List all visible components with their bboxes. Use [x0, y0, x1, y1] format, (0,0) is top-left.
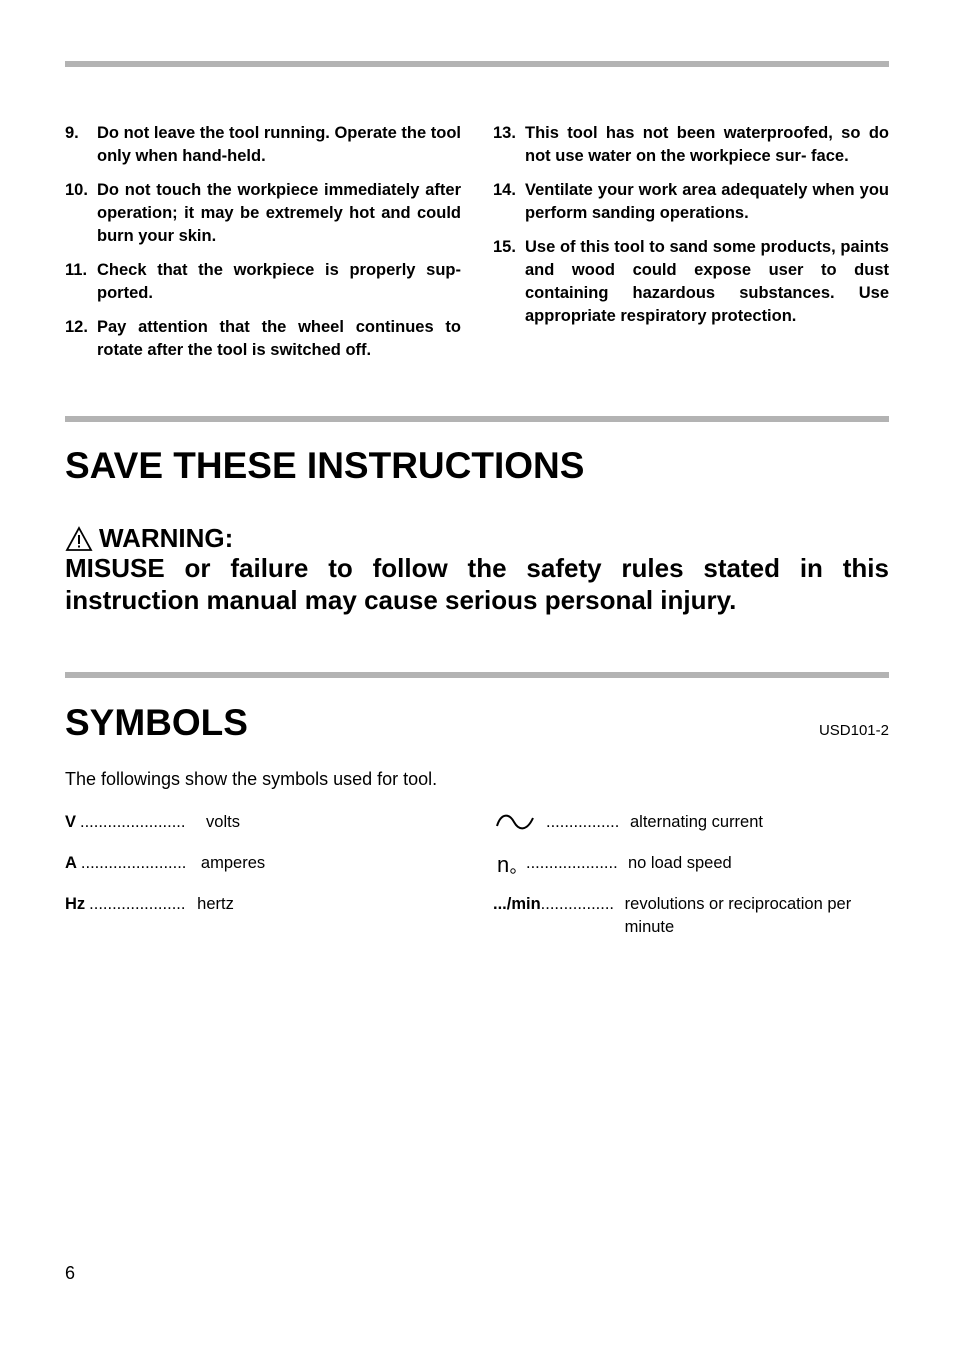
- symbol-key: .../min: [493, 895, 541, 913]
- symbol-description: hertz: [197, 895, 234, 913]
- section-divider: [65, 416, 889, 422]
- symbol-description: alternating current: [630, 813, 763, 831]
- page-number: 6: [65, 1263, 76, 1283]
- safety-item-14: [493, 179, 889, 225]
- item-number: 10.: [65, 181, 88, 199]
- symbol-volts: [65, 811, 240, 834]
- symbol-description: no load speed: [628, 854, 732, 872]
- symbol-amperes: [65, 852, 265, 875]
- symbol-hertz: [65, 893, 234, 916]
- leader-dots: ................: [540, 895, 615, 913]
- item-text: Do not touch the workpiece immediately after operation; it may be extremely hot and could burn your skin.: [97, 181, 461, 245]
- leader-dots: ....................: [526, 854, 618, 872]
- safety-list-left: [65, 122, 461, 373]
- safety-item-10: [65, 179, 461, 248]
- symbol-key: Hz: [65, 895, 86, 913]
- symbol-alternating-current: [493, 811, 763, 840]
- item-number: 11.: [65, 261, 88, 279]
- warning-label: WARNING:: [99, 523, 234, 553]
- item-text: Check that the workpiece is properly sup- ported.: [97, 261, 461, 302]
- symbol-no-load-speed: [493, 852, 732, 883]
- item-text: Pay attention that the wheel continues to rotate after the tool is switched off.: [97, 318, 461, 359]
- symbol-key: V: [65, 813, 77, 831]
- safety-item-9: [65, 122, 461, 168]
- safety-list-right: [493, 122, 889, 339]
- alternating-current-icon: [493, 811, 541, 840]
- safety-item-15: [493, 236, 889, 328]
- save-instructions-heading: SAVE THESE INSTRUCTIONS: [65, 445, 585, 486]
- safety-item-12: [65, 316, 461, 362]
- section-divider: [65, 672, 889, 678]
- leader-dots: ................: [546, 813, 620, 831]
- symbols-intro: The followings show the symbols used for tool.: [65, 769, 438, 789]
- item-text: Ventilate your work area adequately when you perform sanding operations.: [525, 181, 889, 222]
- symbols-heading: SYMBOLS: [65, 702, 248, 743]
- safety-item-11: [65, 259, 461, 305]
- safety-item-13: [493, 122, 889, 168]
- symbol-description: amperes: [200, 854, 266, 872]
- symbol-description: volts: [206, 813, 240, 831]
- symbol-per-minute: [493, 893, 885, 939]
- top-divider: [65, 61, 889, 67]
- item-text: Use of this tool to sand some products, paints and wood could expose user to dust containing hazardous substances. Use appropriate respiratory protection.: [525, 238, 889, 325]
- document-code: USD101-2: [818, 722, 889, 739]
- leader-dots: .......................: [80, 813, 186, 831]
- warning-label-row: [65, 523, 233, 554]
- item-text: This tool has not been waterproofed, so do not use water on the workpiece sur- face.: [525, 124, 889, 165]
- item-number: 9.: [65, 124, 79, 142]
- symbol-key: A: [65, 854, 77, 872]
- item-number: 15.: [493, 238, 516, 256]
- leader-dots: .....................: [89, 895, 186, 913]
- item-number: 12.: [65, 318, 88, 336]
- svg-text:n: n: [497, 852, 510, 876]
- item-number: 13.: [493, 124, 516, 142]
- leader-dots: .......................: [80, 854, 187, 872]
- no-load-speed-icon: [493, 852, 521, 883]
- warning-text: MISUSE or failure to follow the safety rules stated in this instruction manual may cause serious personal injury.: [65, 553, 889, 615]
- warning-triangle-icon: [65, 526, 93, 552]
- item-text: Do not leave the tool running. Operate the tool only when hand-held.: [97, 124, 461, 165]
- item-number: 14.: [493, 181, 516, 199]
- symbol-description: revolutions or reciprocation per minute: [624, 895, 852, 936]
